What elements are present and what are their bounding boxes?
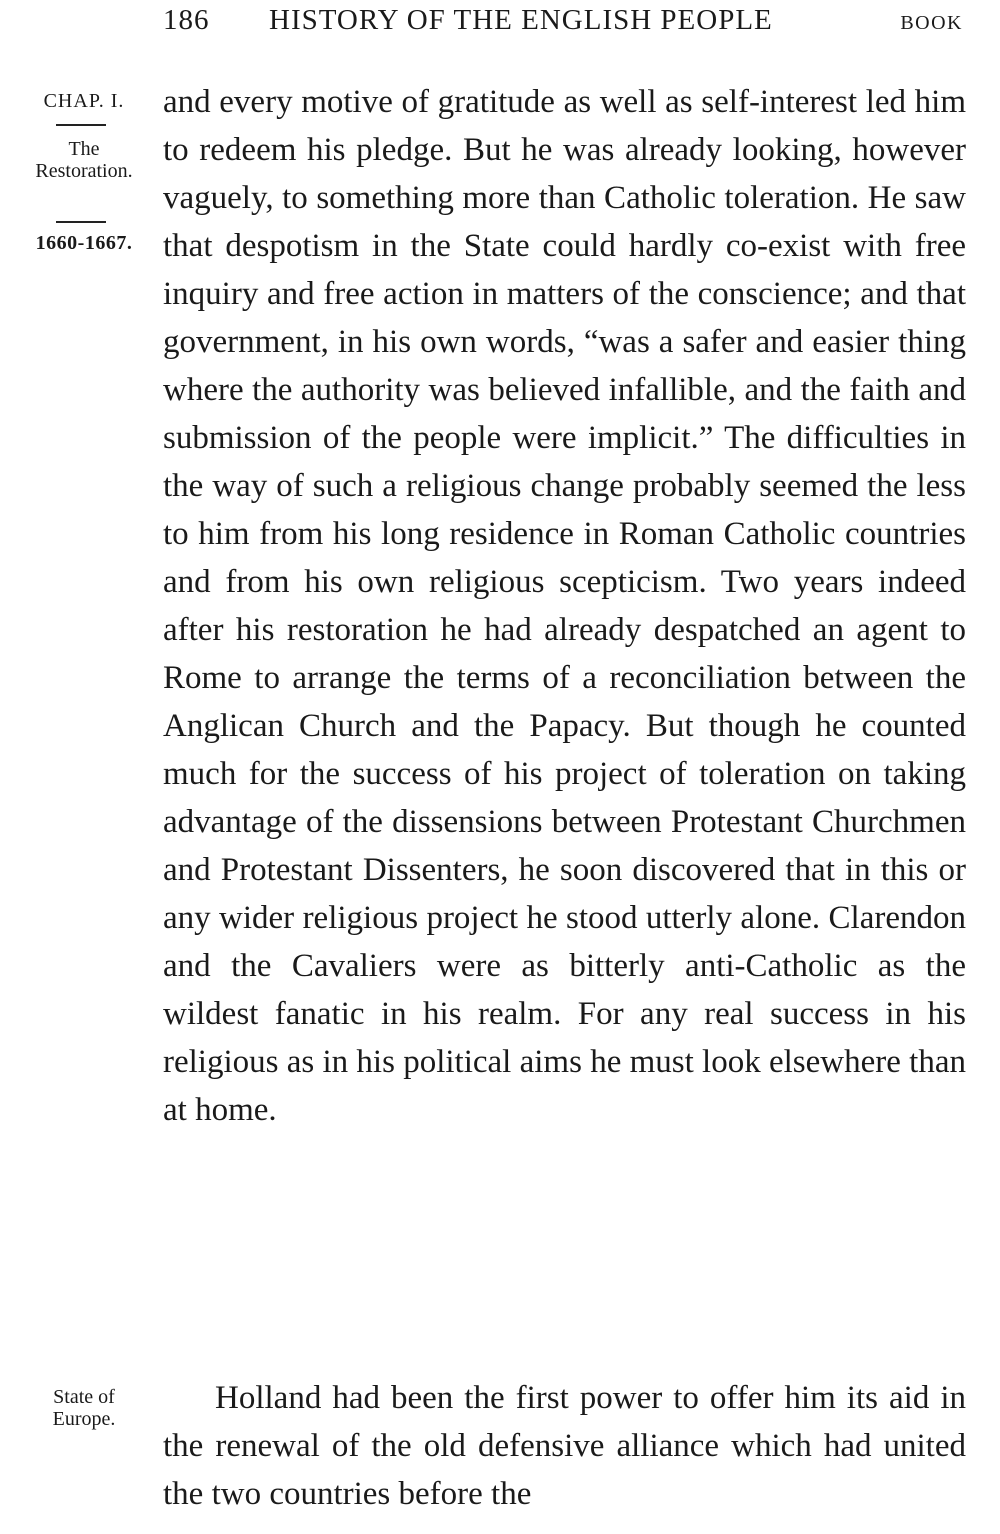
sidenote-dates: 1660-1667.: [35, 232, 133, 254]
sidenote-rule: [56, 221, 106, 223]
sidenote-rule: [56, 124, 106, 126]
page-number: 186: [163, 4, 210, 36]
body-paragraph: and every motive of gratitude as well as self-interest led him to redeem his pledge. But he was already looking, however vaguely, to something more than Catholic toleration. He saw that despotism in the State could hardly co-exist with free inquiry and free action in matters of the conscience; and that government, in his own words, “was a safer and easier thing where the authority was believed infallible, and the faith and submission of the people were implicit.” The difficulties in the way of such a religious change probably seemed the less to him from his long residence in Roman Catholic countries and from his own religious scepticism. Two years indeed after his restoration he had already despatched an agent to Rome to arrange the terms of a reconciliation between the Anglican Church and the Papacy. But though he counted much for the success of his project of toleration on taking advantage of the dissensions between Protestant Churchmen and Protestant Dissenters, he soon discovered that in this or any wider religious project he stood utterly alone. Clarendon and the Cavaliers were as bitterly anti-Catholic as the wildest fanatic in his realm. For any real success in his religious as in his political aims he must look elsewhere than at home.: [163, 84, 966, 1128]
book-label: BOOK: [900, 12, 963, 34]
sidenote-topic: The Restoration.: [35, 138, 133, 182]
sidenote-state-of-europe: State of Europe.: [52, 1386, 116, 1430]
sidenote-chapter: CHAP. I.: [43, 90, 125, 112]
body-paragraph: Holland had been the first power to offer him its aid in the renewal of the old defensive alliance which had united the two countries before the: [163, 1380, 966, 1512]
running-header: [163, 4, 963, 44]
running-title: HISTORY OF THE ENGLISH PEOPLE: [269, 4, 773, 36]
